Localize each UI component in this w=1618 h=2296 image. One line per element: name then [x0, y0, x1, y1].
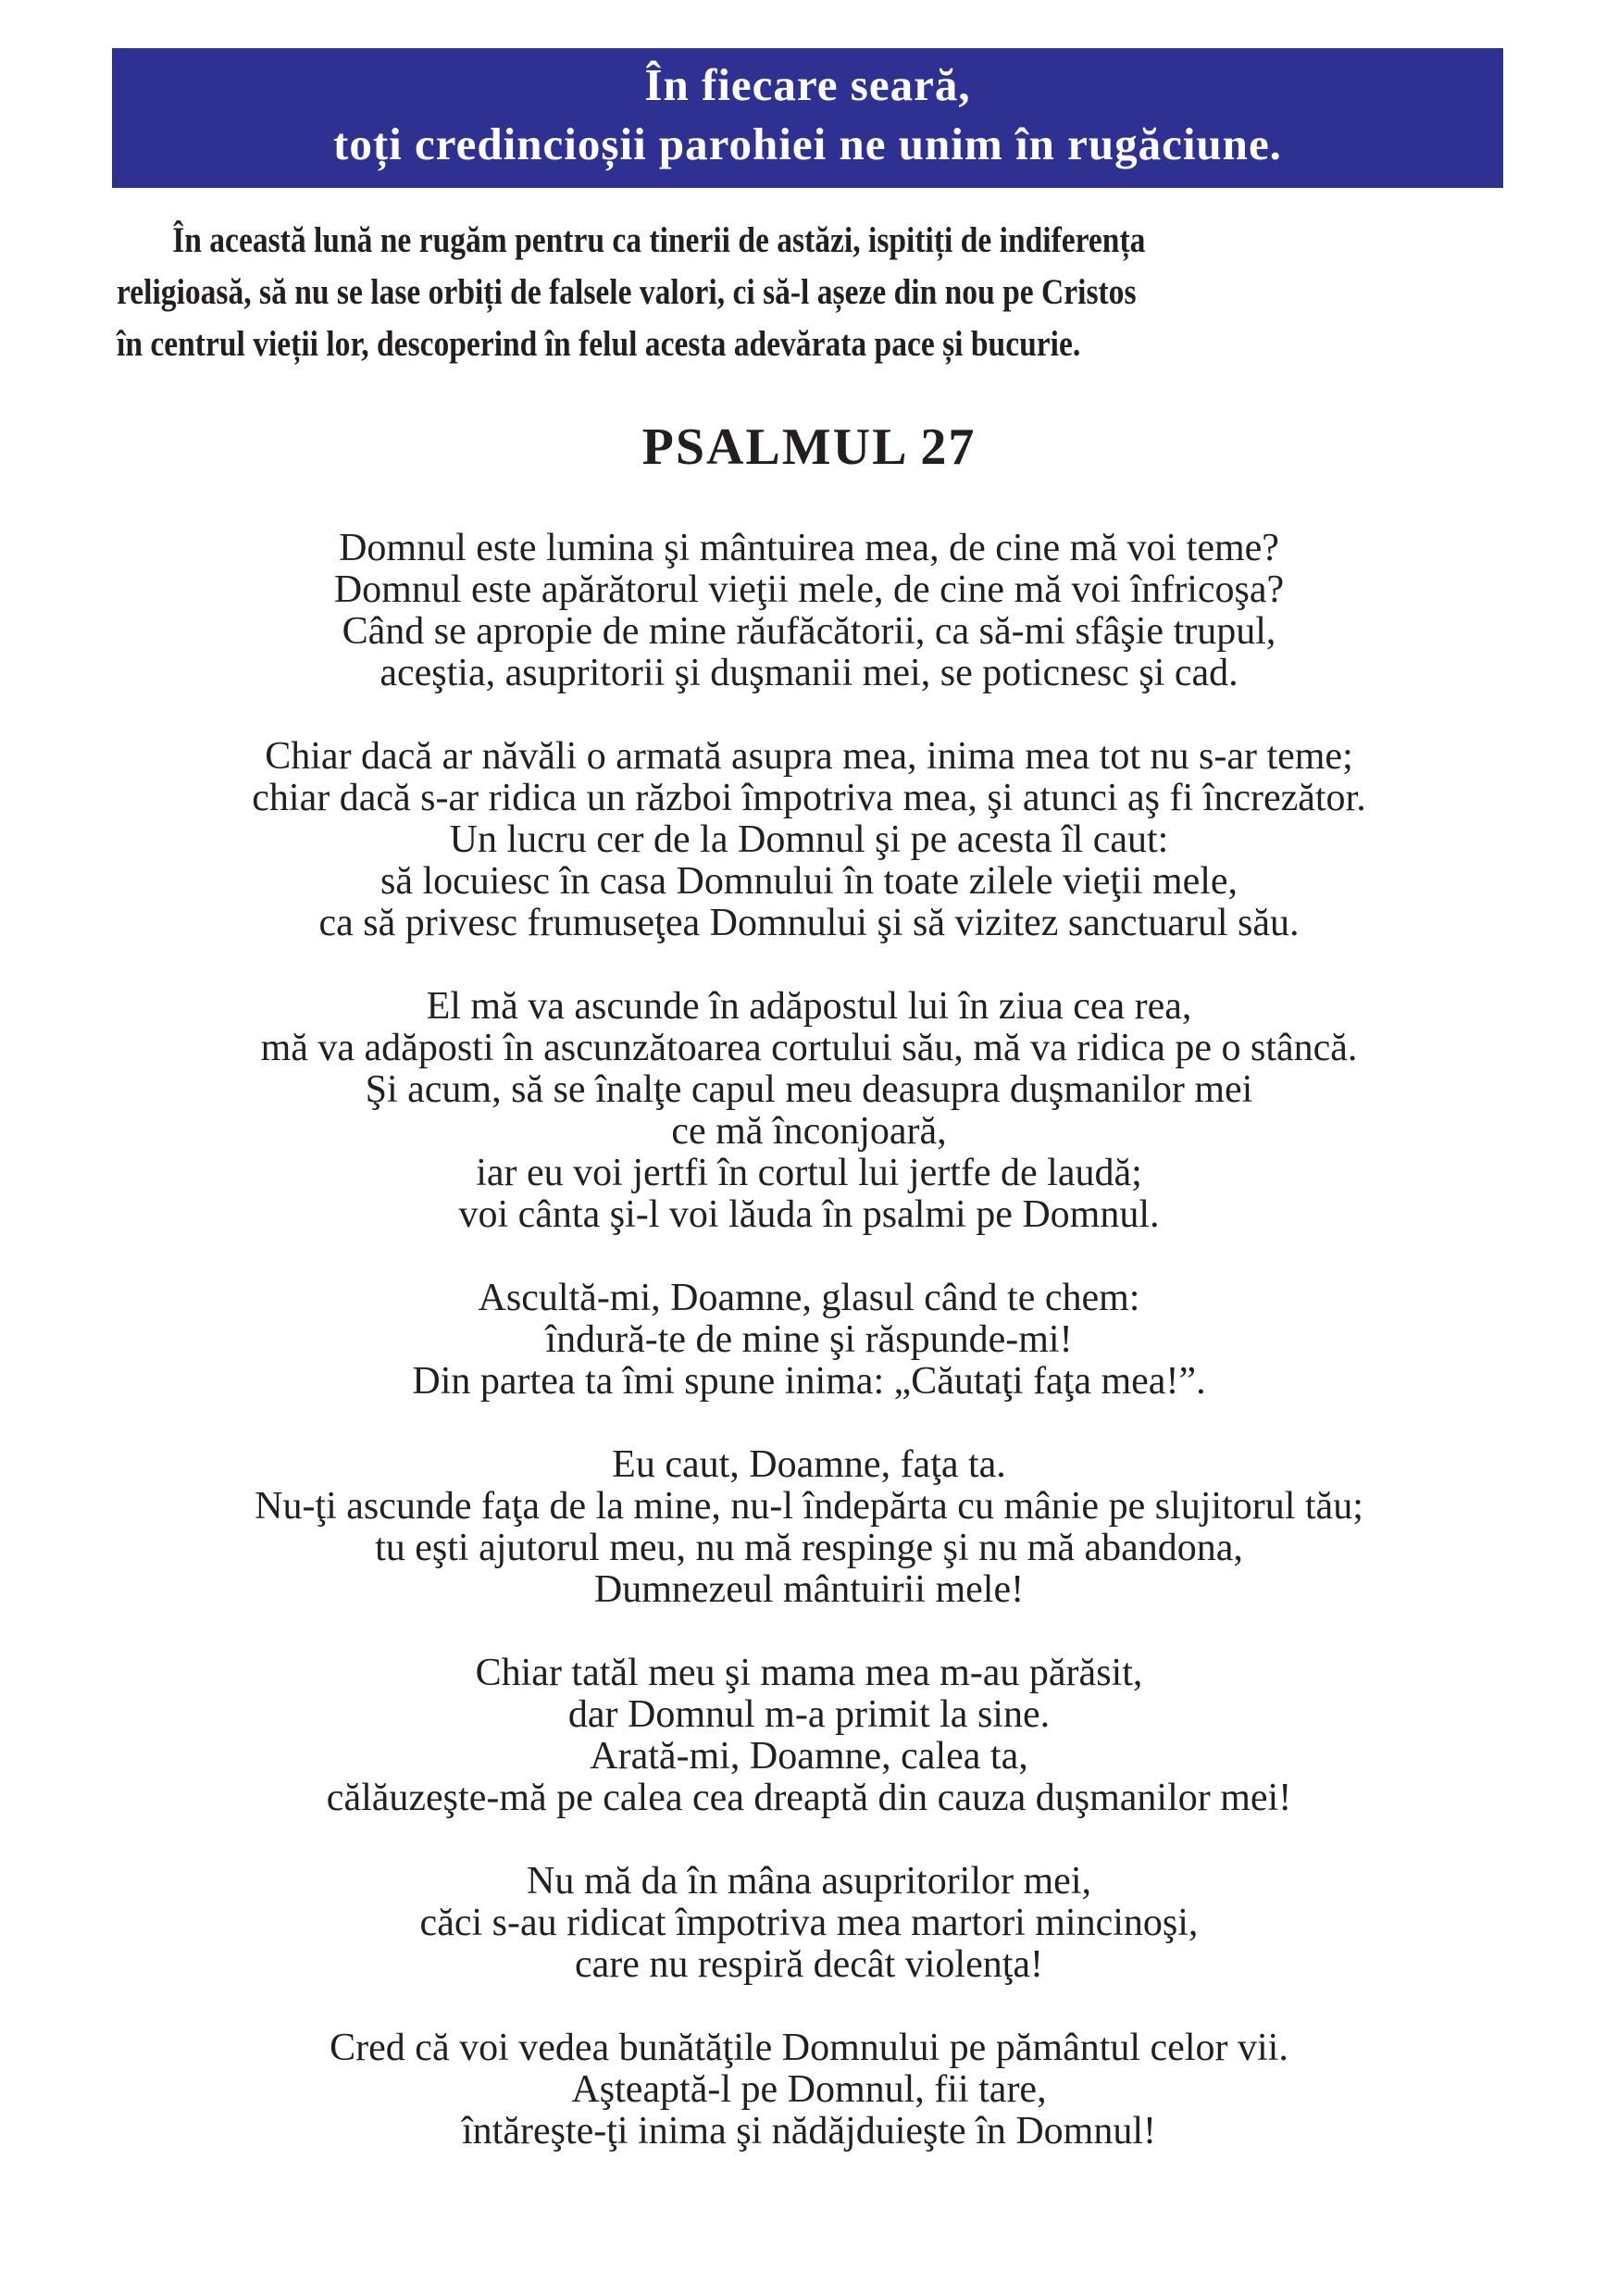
intro-line: În această lună ne rugăm pentru ca tinerii de astăzi, ispitiți de indiferența: [172, 220, 1146, 260]
psalm-title: PSALMUL 27: [641, 418, 977, 476]
psalm-line: Şi acum, să se înalţe capul meu deasupra duşmanilor mei: [365, 1068, 1253, 1111]
psalm-line: Dumnezeul mântuirii mele!: [593, 1568, 1025, 1611]
psalm-stanza: [0, 1278, 1618, 1403]
intro-line: religioasă, să nu se lase orbiți de falsele valori, ci să-l așeze din nou pe Cristos: [117, 272, 1137, 312]
psalm-line: Eu caut, Doamne, faţa ta.: [612, 1443, 1006, 1486]
psalm-line: Nu mă da în mâna asupritorilor mei,: [526, 1860, 1091, 1903]
psalm-line: Chiar tatăl meu şi mama mea m-au părăsit,: [475, 1652, 1143, 1694]
psalm-line: tu eşti ajutorul meu, nu mă respinge şi nu mă abandona,: [375, 1527, 1243, 1569]
psalm-line: care nu respiră decât violenţa!: [574, 1943, 1044, 1986]
intro-paragraph: [117, 215, 1311, 370]
psalm-line: îndură-te de mine şi răspunde-mi!: [545, 1318, 1073, 1361]
psalm-line: voi cânta şi-l voi lăuda în psalmi pe Domnul.: [458, 1193, 1160, 1236]
header-banner: [112, 48, 1503, 188]
psalm-line: Domnul este lumina şi mântuirea mea, de cine mă voi teme?: [339, 527, 1279, 569]
banner-line-2: toți credincioșii parohiei ne unim în rugăciune.: [333, 119, 1282, 169]
psalm-line: Arată-mi, Doamne, calea ta,: [590, 1735, 1028, 1778]
psalm-line: ce mă înconjoară,: [671, 1110, 947, 1153]
psalm-line: Cred că voi vedea bunătăţile Domnului pe pământul celor vii.: [330, 2027, 1288, 2069]
psalm-line: dar Domnul m-a primit la sine.: [567, 1693, 1051, 1736]
psalm-line: ca să privesc frumuseţea Domnului şi să vizitez sanctuarul său.: [318, 902, 1300, 944]
psalm-stanza: [0, 736, 1618, 944]
psalm-line: Nu-ţi ascunde faţa de la mine, nu-l îndepărta cu mânie pe slujitorul tău;: [255, 1485, 1363, 1528]
psalm-line: chiar dacă s-ar ridica un război împotriva mea, şi atunci aş fi încrezător.: [252, 777, 1366, 819]
psalm-stanza: [0, 1861, 1618, 1986]
psalm-line: Chiar dacă ar năvăli o armată asupra mea, inima mea tot nu s-ar teme;: [265, 735, 1353, 778]
psalm-line: călăuzeşte-mă pe calea cea dreaptă din cauza duşmanilor mei!: [326, 1777, 1292, 1819]
psalm-line: întăreşte-ţi inima şi nădăjduieşte în Domnul!: [462, 2110, 1156, 2152]
psalm-stanza: [0, 528, 1618, 694]
psalm-line: mă va adăposti în ascunzătoarea cortului său, mă va ridica pe o stâncă.: [260, 1027, 1358, 1069]
psalm-line: Ascultă-mi, Doamne, glasul când te chem:: [478, 1277, 1140, 1319]
psalm-line: iar eu voi jertfi în cortul lui jertfe de laudă;: [476, 1152, 1142, 1194]
psalm-line: Aşteaptă-l pe Domnul, fii tare,: [571, 2068, 1047, 2111]
psalm-line: Din partea ta îmi spune inima: „Căutaţi faţa mea!”.: [412, 1360, 1206, 1403]
psalm-line: Un lucru cer de la Domnul şi pe acesta îl caut:: [449, 818, 1169, 861]
intro-line: în centrul vieții lor, descoperind în felul acesta adevărata pace și bucurie.: [117, 324, 1081, 364]
psalm-line: Când se apropie de mine răufăcătorii, ca să-mi sfâşie trupul,: [342, 610, 1276, 653]
psalm-stanza: [0, 2028, 1618, 2152]
banner-line-1: În fiecare seară,: [644, 59, 971, 110]
psalm-stanza: [0, 986, 1618, 1236]
psalm-stanza: [0, 1444, 1618, 1611]
psalm-text: [0, 528, 1618, 2194]
psalm-stanza: [0, 1653, 1618, 1819]
psalm-line: căci s-au ridicat împotriva mea martori mincinoşi,: [419, 1902, 1199, 1944]
psalm-line: El mă va ascunde în adăpostul lui în ziua cea rea,: [426, 985, 1192, 1028]
psalm-line: Domnul este apărătorul vieţii mele, de cine mă voi înfricoşa?: [333, 568, 1285, 611]
psalm-line: să locuiesc în casa Domnului în toate zilele vieţii mele,: [380, 860, 1238, 903]
psalm-line: aceştia, asupritorii şi duşmanii mei, se poticnesc şi cad.: [380, 652, 1238, 694]
